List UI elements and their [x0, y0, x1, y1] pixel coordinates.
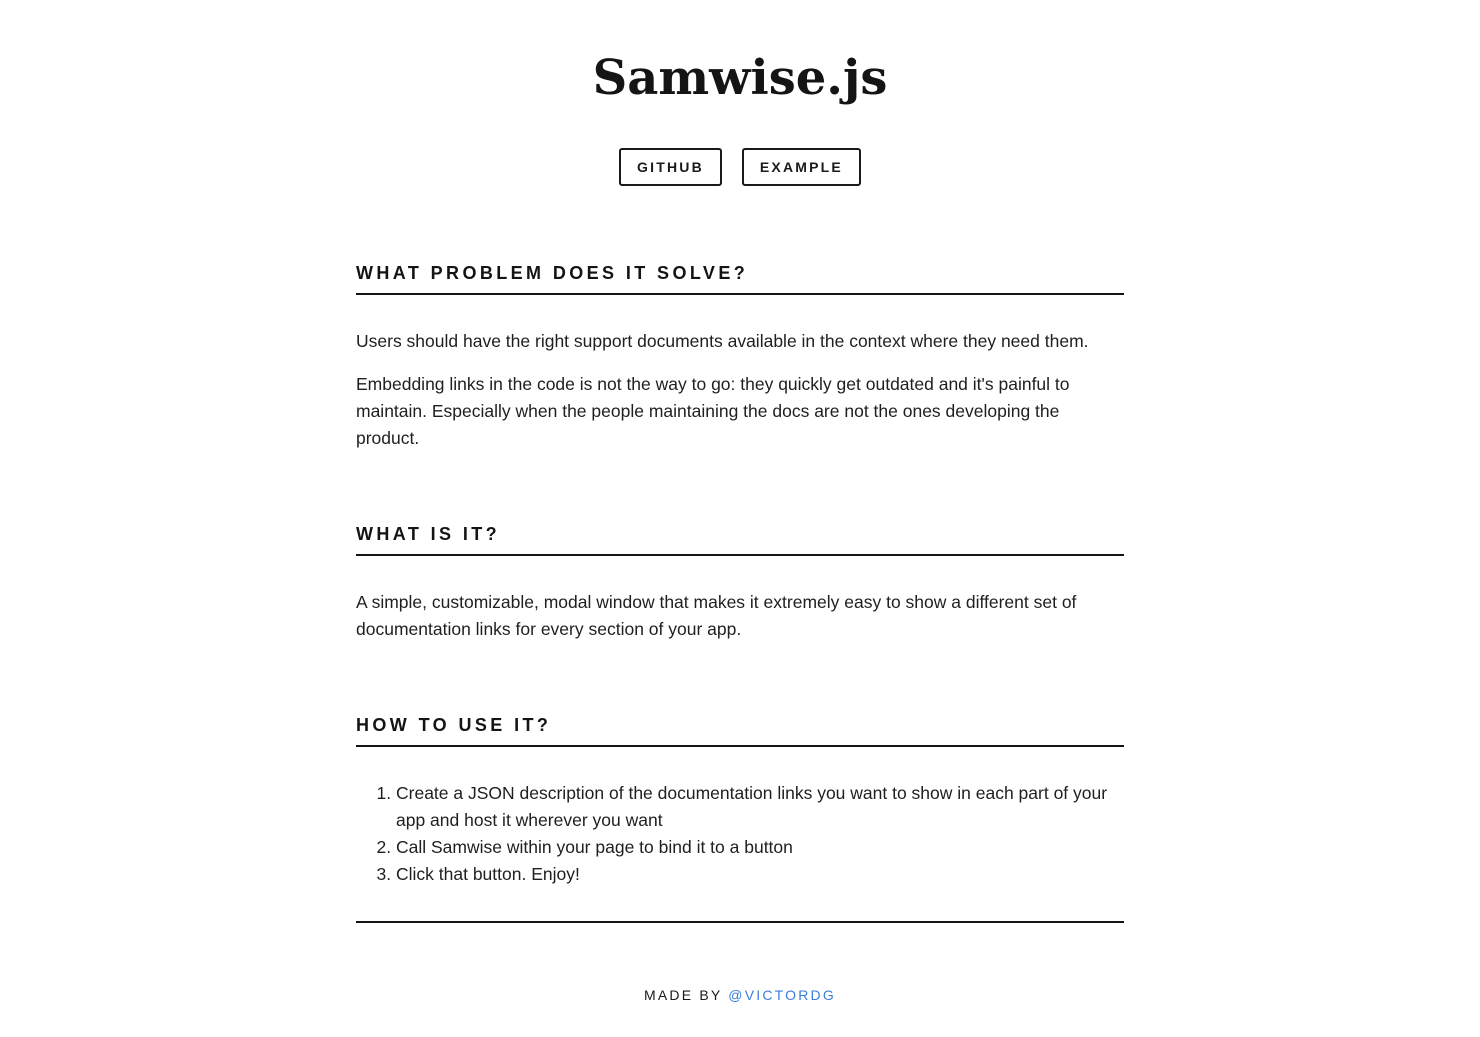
section-heading: WHAT PROBLEM DOES IT SOLVE? — [356, 263, 1124, 295]
section-heading: HOW TO USE IT? — [356, 715, 1124, 747]
section-what — [356, 524, 1124, 643]
page — [356, 0, 1124, 1003]
list-item: 3. Click that button. Enjoy! — [396, 861, 1124, 888]
paragraph: Embedding links in the code is not the way to go: they quickly get outdated and it's painful to maintain. Especially when the people maintaining the docs are not the ones developing the product. — [356, 374, 1070, 448]
author-link[interactable]: @VICTORDG — [728, 987, 836, 1003]
section-how — [356, 715, 1124, 888]
section-problem — [356, 263, 1124, 452]
steps-list — [356, 780, 1124, 888]
github-button[interactable]: GITHUB — [619, 148, 722, 186]
example-button[interactable]: EXAMPLE — [742, 148, 861, 186]
list-item: 1. Create a JSON description of the documentation links you want to show in each part of your app and host it wherever you want — [396, 780, 1124, 834]
footer — [356, 987, 1124, 1003]
page-title: Samwise.js — [592, 50, 888, 106]
list-item: 2. Call Samwise within your page to bind it to a button — [396, 834, 1124, 861]
header-buttons — [356, 148, 1124, 186]
section-heading: WHAT IS IT? — [356, 524, 1124, 556]
paragraph: Users should have the right support documents available in the context where they need them. — [356, 331, 1089, 351]
paragraph: A simple, customizable, modal window that makes it extremely easy to show a different set of documentation links for every section of your app. — [356, 592, 1077, 639]
footer-prefix: MADE BY — [644, 987, 729, 1003]
divider — [356, 921, 1124, 923]
